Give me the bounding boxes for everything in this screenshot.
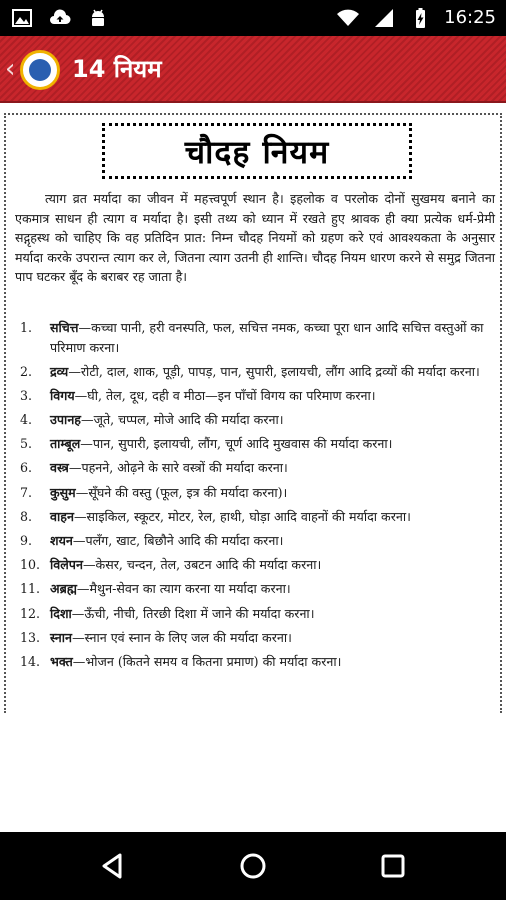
app-bar [0,36,506,103]
rule-term: दिशा [50,605,72,621]
rule-number: 6. [20,460,33,476]
rule-number: 1. [20,320,33,335]
android-icon [86,6,110,30]
rule-item [20,531,502,551]
rule-text: —मैथुन-सेवन का त्याग करना या मर्यादा करना। [76,581,291,597]
rule-text: —घी, तेल, दूध, दही व मीठा—इन पाँचों विगय का परिमाण करना। [74,387,376,403]
back-triangle-icon[interactable] [98,851,128,881]
rule-body [50,386,502,406]
rule-term: ताम्बूल [50,436,81,452]
rule-term: उपानह [50,412,81,428]
rule-number: 9. [20,533,33,548]
battery-charging-icon [408,6,432,30]
rule-text: —कच्चा पानी, हरी वनस्पति, फल, सचित्त नमक, कच्चा पूरा धान आदि सचित्त वस्तुओं का परिमाण करना। [50,320,484,355]
rule-number: 5. [20,436,33,452]
rule-item [20,652,502,672]
rule-text: —पलँग, खाट, बिछौने आदि की मर्यादा करना। [72,533,284,548]
chevron-left-icon[interactable]: ‹ [5,54,16,84]
app-title: 14 नियम [72,55,162,83]
rule-body [50,318,502,357]
rule-term: शयन [50,533,73,548]
rule-item [20,410,502,430]
rule-number: 14. [20,653,41,669]
rule-number: 12. [20,605,41,621]
rule-term: भक्त [50,653,73,669]
rule-number: 8. [20,508,33,524]
rule-body [50,362,502,382]
rules-list [20,318,502,676]
rule-text: —साइकिल, स्कूटर, मोटर, रेल, हाथी, घोड़ा आदि वाहनों की मर्यादा करना। [73,508,411,524]
rule-term: विलेपन [50,557,83,573]
rule-item [20,579,502,599]
rule-text: —सूँघने की वस्तु (फूल, इत्र की मर्यादा करना)। [75,484,288,500]
home-circle-icon[interactable] [238,851,268,881]
rule-number: 11. [20,581,41,597]
rule-text: —स्नान एवं स्नान के लिए जल की मर्यादा करना। [72,629,292,645]
rule-body [50,507,502,527]
rule-number: 7. [20,484,33,500]
rule-body [50,555,502,575]
rule-number: 2. [20,363,33,379]
app-logo[interactable] [20,50,60,90]
rule-body [50,628,502,648]
rule-item [20,604,502,624]
wifi-icon [336,6,360,30]
status-bar [0,0,506,36]
rule-term: द्रव्य [50,363,69,379]
nav-bar [0,832,506,900]
status-time: 16:25 [444,7,496,28]
rule-item [20,555,502,575]
rule-item [20,628,502,648]
rule-item [20,434,502,454]
rule-item [20,507,502,527]
rule-item [20,483,502,503]
page-heading-box [102,123,412,179]
cloud-upload-icon [48,6,72,30]
rule-number: 10. [20,557,41,573]
rule-body [50,434,502,454]
rule-text: —केसर, चन्दन, तेल, उबटन आदि की मर्यादा करना। [82,557,322,573]
rule-term: वाहन [50,508,74,524]
rule-text: —रोटी, दाल, शाक, पूड़ी, पापड़, पान, सुपारी, इलायची, लौंग आदि द्रव्यों की मर्यादा करना। [68,363,480,379]
signal-icon [372,6,396,30]
content-panel [4,113,502,713]
rule-term: सचित्त [50,320,79,335]
rule-item [20,318,502,357]
rule-body [50,652,502,672]
rule-item [20,362,502,382]
rule-term: कुसुम [50,484,76,500]
image-icon [10,6,34,30]
rule-text: —भोजन (कितने समय व कितना प्रमाण) की मर्यादा करना। [72,653,342,669]
rule-term: स्नान [50,629,73,645]
rule-text: —पान, सुपारी, इलायची, लौंग, चूर्ण आदि मुखवास की मर्यादा करना। [80,436,393,452]
rule-item [20,386,502,406]
rule-body [50,579,502,599]
rule-text: —पहनने, ओढ़ने के सारे वस्त्रों की मर्यादा करना। [68,460,288,476]
rule-text: —ऊँची, नीची, तिरछी दिशा में जाने की मर्यादा करना। [71,605,315,621]
rule-text: —जूते, चप्पल, मोजे आदि की मर्यादा करना। [81,412,284,428]
rule-body [50,458,502,478]
rule-body [50,410,502,430]
page-heading: चौदह नियम [184,132,330,171]
rule-term: अब्रह्म [50,581,77,597]
rule-term: वस्त्र [50,460,69,476]
rule-body [50,531,502,551]
rule-number: 3. [20,387,33,403]
recents-square-icon[interactable] [378,851,408,881]
intro-paragraph: त्याग व्रत मर्यादा का जीवन में महत्त्वपूर्ण स्थान है। इहलोक व परलोक दोनों सुखमय बनाने का एकमात्र साधन ही त्याग व मर्यादा है। इसी तथ्य को ध्यान में रखते हुए श्रावक ही क्या प्रत्येक धर्म-प्रेमी सद्गृहस्थ को चाहिए कि वह प्रतिदिन प्रात: निम्न चौदह नियमों को ग्रहण करे एवं आवश्यकता के अनुसार मर्यादा करके उपरान्त त्याग कर ले, जितना त्याग उतनी ही शान्ति। चौदह नियम धारण करने से समुद्र जितना पाप घटकर बूँद के बराबर रह जाता है। [15,191,495,284]
rule-body [50,604,502,624]
rule-body [50,483,502,503]
rule-number: 13. [20,629,41,645]
rule-item [20,458,502,478]
rule-term: विगय [50,387,75,403]
rule-number: 4. [20,412,33,428]
